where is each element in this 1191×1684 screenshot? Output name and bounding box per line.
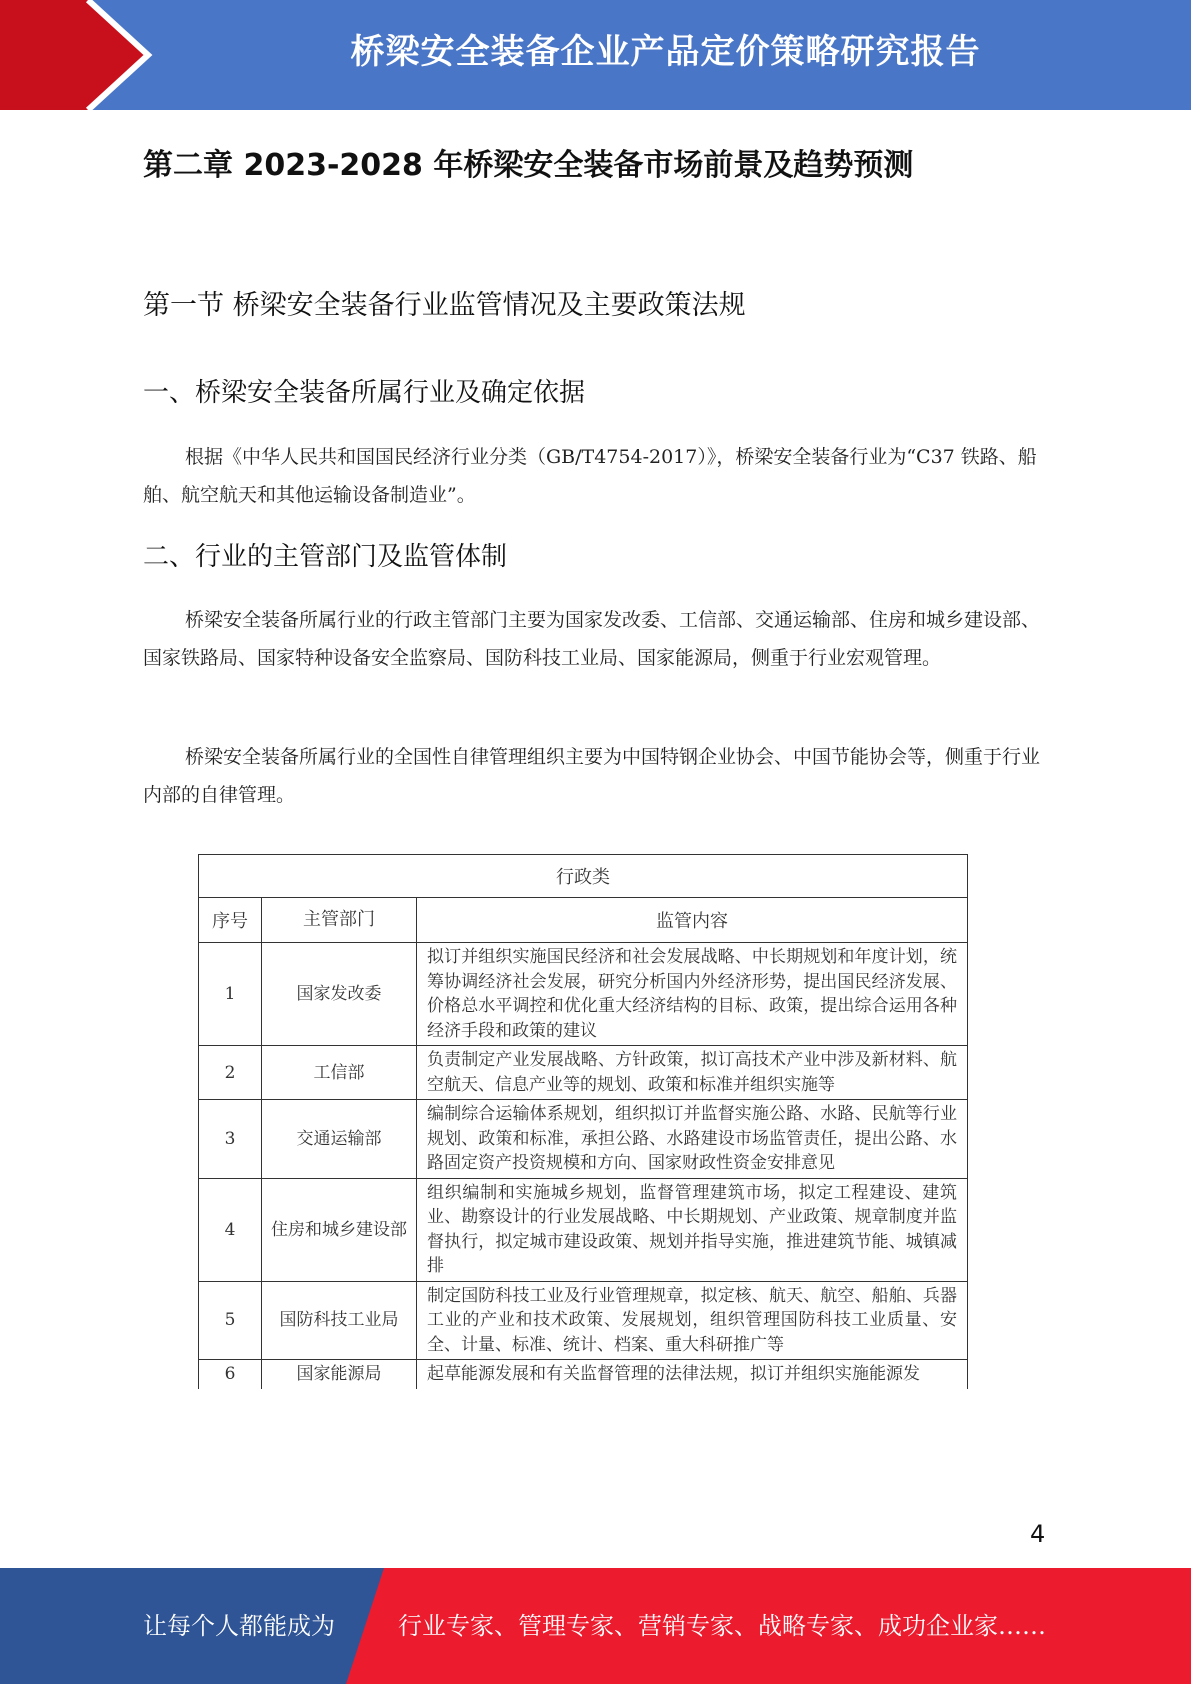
page-header — [0, 0, 1191, 110]
row-content: 负责制定产业发展战略、方针政策，拟订高技术产业中涉及新材料、航空航天、信息产业等的规划、政策和标准并组织实施等 — [417, 1046, 968, 1100]
row-index: 4 — [199, 1178, 262, 1281]
table-row — [199, 1178, 968, 1281]
table-row — [199, 1100, 968, 1179]
row-department: 国家发改委 — [262, 943, 417, 1046]
regulators-table — [198, 854, 968, 1389]
row-index: 1 — [199, 943, 262, 1046]
row-index: 3 — [199, 1100, 262, 1179]
subsection-title-2: 二、行业的主管部门及监管体制 — [143, 542, 508, 572]
header-department: 主管部门 — [262, 898, 417, 943]
footer-slogan-left: 让每个人都能成为 — [143, 1612, 335, 1640]
header-content: 监管内容 — [417, 898, 968, 943]
row-content: 起草能源发展和有关监督管理的法律法规，拟订并组织实施能源发 — [417, 1360, 968, 1389]
footer-slogan-right: 行业专家、管理专家、营销专家、战略专家、成功企业家…… — [398, 1612, 1046, 1640]
row-content: 编制综合运输体系规划，组织拟订并监督实施公路、水路、民航等行业规划、政策和标准，承担公路、水路建设市场监管责任，提出公路、水路固定资产投资规模和方向、国家财政性资金安排意见 — [417, 1100, 968, 1179]
row-content: 组织编制和实施城乡规划，监督管理建筑市场，拟定工程建设、建筑业、勘察设计的行业发展战略、中长期规划、产业政策、规章制度并监督执行，拟定城市建设政策、规划并指导实施，推进建筑节能、城镇减排 — [417, 1178, 968, 1281]
page-number: 4 — [1030, 1520, 1046, 1548]
table-row — [199, 943, 968, 1046]
row-index: 6 — [199, 1360, 262, 1389]
table-row — [199, 1360, 968, 1389]
header-arrow-decoration — [0, 0, 170, 110]
subsection-title-1: 一、桥梁安全装备所属行业及确定依据 — [143, 378, 586, 408]
table-title: 行政类 — [199, 855, 968, 898]
header-index: 序号 — [199, 898, 262, 943]
chapter-title: 第二章 2023-2028 年桥梁安全装备市场前景及趋势预测 — [143, 148, 914, 183]
row-content: 拟订并组织实施国民经济和社会发展战略、中长期规划和年度计划，统筹协调经济社会发展，研究分析国内外经济形势，提出国民经济发展、价格总水平调控和优化重大经济结构的目标、政策，提出综合运用各种经济手段和政策的建议 — [417, 943, 968, 1046]
row-index: 5 — [199, 1281, 262, 1360]
row-department: 住房和城乡建设部 — [262, 1178, 417, 1281]
row-content: 制定国防科技工业及行业管理规章，拟定核、航天、航空、船舶、兵器工业的产业和技术政策、发展规划，组织管理国防科技工业质量、安全、计量、标准、统计、档案、重大科研推广等 — [417, 1281, 968, 1360]
section-title: 第一节 桥梁安全装备行业监管情况及主要政策法规 — [143, 290, 746, 321]
row-department: 工信部 — [262, 1046, 417, 1100]
table-row — [199, 1281, 968, 1360]
table-header-row — [199, 898, 968, 943]
row-index: 2 — [199, 1046, 262, 1100]
row-department: 国家能源局 — [262, 1360, 417, 1389]
paragraph-regulators: 桥梁安全装备所属行业的行政主管部门主要为国家发改委、工信部、交通运输部、住房和城乡建设部、国家铁路局、国家特种设备安全监察局、国防科技工业局、国家能源局，侧重于行业宏观管理。 — [143, 609, 1041, 669]
paragraph-self-regulation: 桥梁安全装备所属行业的全国性自律管理组织主要为中国特钢企业协会、中国节能协会等，侧重于行业内部的自律管理。 — [143, 746, 1041, 806]
report-title: 桥梁安全装备企业产品定价策略研究报告 — [350, 32, 981, 72]
table-row — [199, 1046, 968, 1100]
row-department: 国防科技工业局 — [262, 1281, 417, 1360]
page-footer — [0, 1568, 1191, 1684]
paragraph-industry-classification: 根据《中华人民共和国国民经济行业分类（GB/T4754-2017）》，桥梁安全装备行业为“C37 铁路、船舶、航空航天和其他运输设备制造业”。 — [143, 446, 1037, 506]
row-department: 交通运输部 — [262, 1100, 417, 1179]
